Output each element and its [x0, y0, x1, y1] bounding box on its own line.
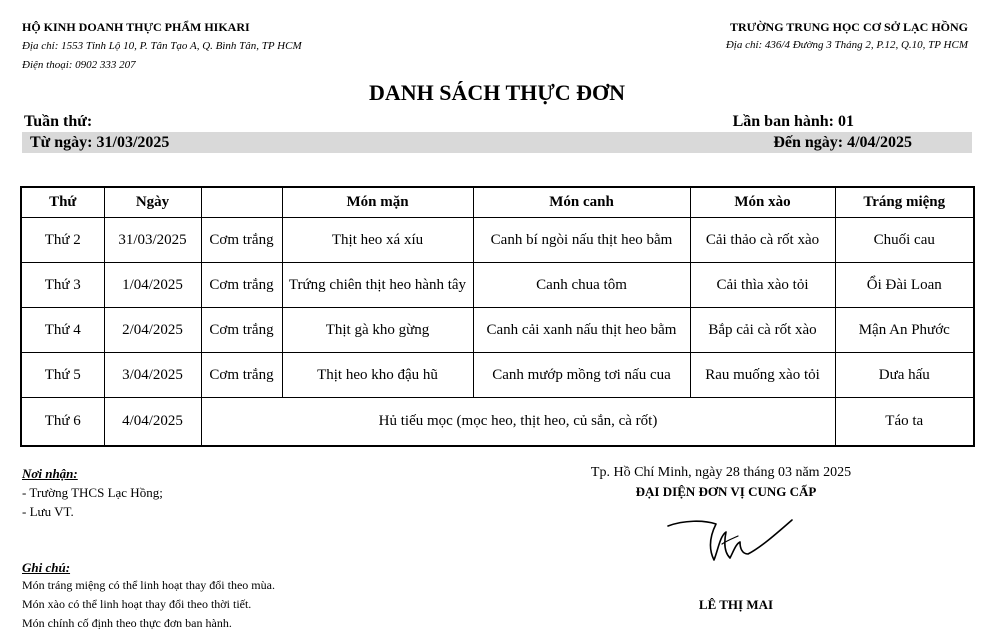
note-item: Món xào có thể linh hoạt thay đổi theo thời tiết.	[22, 597, 252, 611]
supplier-phone: Điện thoại: 0902 333 207	[22, 59, 136, 71]
cell-soup: Canh chua tôm	[473, 263, 690, 308]
place-date: Tp. Hồ Chí Minh, ngày 28 tháng 03 năm 2025	[590, 465, 852, 480]
notes-label: Ghi chú:	[22, 560, 71, 575]
cell-main-dish: Thịt heo xá xíu	[282, 218, 473, 263]
cell-day: Thứ 3	[21, 263, 104, 308]
document-title: DANH SÁCH THỰC ĐƠN	[368, 80, 626, 105]
header-stir-fry: Món xào	[690, 187, 835, 218]
from-date: Từ ngày: 31/03/2025	[30, 134, 170, 151]
table-row	[21, 218, 974, 263]
date-range-row	[22, 132, 972, 153]
note-item: Món chính cố định theo thực đơn ban hành.	[22, 616, 232, 630]
cell-date: 31/03/2025	[104, 218, 201, 263]
signer-name: LÊ THỊ MAI	[698, 597, 774, 612]
cell-soup: Canh mướp mồng tơi nấu cua	[473, 353, 690, 398]
table-header-row	[21, 187, 974, 218]
table-row	[21, 353, 974, 398]
signature-mark	[664, 514, 796, 575]
header-soup: Món canh	[473, 187, 690, 218]
recipient-item: - Trường THCS Lạc Hồng;	[22, 485, 163, 500]
cell-staple: Cơm trắng	[201, 308, 282, 353]
recipient-item: - Lưu VT.	[22, 504, 74, 519]
cell-date: 3/04/2025	[104, 353, 201, 398]
cell-main-dish: Thịt gà kho gừng	[282, 308, 473, 353]
table-row	[21, 263, 974, 308]
note-item: Món tráng miệng có thể linh hoạt thay đổi theo mùa.	[22, 578, 275, 592]
cell-stir-fry: Rau muống xào tỏi	[690, 353, 835, 398]
cell-date: 4/04/2025	[104, 398, 201, 447]
header-dessert: Tráng miệng	[835, 187, 974, 218]
cell-day: Thứ 6	[21, 398, 104, 447]
week-row	[22, 113, 972, 131]
cell-dessert: Chuối cau	[835, 218, 974, 263]
cell-soup: Canh cải xanh nấu thịt heo bằm	[473, 308, 690, 353]
cell-dessert: Ổi Đài Loan	[835, 263, 974, 308]
issue-number: Lần ban hành: 01	[732, 113, 854, 130]
cell-special-dish: Hủ tiếu mọc (mọc heo, thịt heo, củ sắn, cà rốt)	[201, 398, 835, 447]
recipients-label: Nơi nhận:	[22, 466, 78, 481]
supplier-name: HỘ KINH DOANH THỰC PHẨM HIKARI	[22, 20, 250, 34]
header-staple	[201, 187, 282, 218]
cell-date: 1/04/2025	[104, 263, 201, 308]
cell-stir-fry: Cải thìa xào tỏi	[690, 263, 835, 308]
cell-day: Thứ 4	[21, 308, 104, 353]
supplier-address: Địa chỉ: 1553 Tỉnh Lộ 10, P. Tân Tạo A, Q. Bình Tân, TP HCM	[22, 40, 302, 52]
cell-dessert: Mận An Phước	[835, 308, 974, 353]
week-label: Tuần thứ:	[24, 113, 93, 130]
cell-day: Thứ 5	[21, 353, 104, 398]
cell-main-dish: Thịt heo kho đậu hũ	[282, 353, 473, 398]
cell-dessert: Táo ta	[835, 398, 974, 447]
header-main-dish: Món mặn	[282, 187, 473, 218]
cell-dessert: Dưa hấu	[835, 353, 974, 398]
menu-table	[20, 186, 975, 447]
cell-stir-fry: Bắp cải cà rốt xào	[690, 308, 835, 353]
school-address: Địa chỉ: 436/4 Đường 3 Tháng 2, P.12, Q.10, TP HCM	[725, 39, 968, 51]
cell-staple: Cơm trắng	[201, 353, 282, 398]
cell-main-dish: Trứng chiên thịt heo hành tây	[282, 263, 473, 308]
signer-role: ĐẠI DIỆN ĐƠN VỊ CUNG CẤP	[635, 484, 817, 499]
cell-date: 2/04/2025	[104, 308, 201, 353]
header-day: Thứ	[21, 187, 104, 218]
to-date: Đến ngày: 4/04/2025	[773, 134, 912, 151]
cell-soup: Canh bí ngòi nấu thịt heo bằm	[473, 218, 690, 263]
header-date: Ngày	[104, 187, 201, 218]
table-row	[21, 308, 974, 353]
cell-stir-fry: Cải thảo cà rốt xào	[690, 218, 835, 263]
cell-staple: Cơm trắng	[201, 218, 282, 263]
table-row	[21, 398, 974, 447]
cell-day: Thứ 2	[21, 218, 104, 263]
school-name: TRƯỜNG TRUNG HỌC CƠ SỞ LẠC HỒNG	[729, 20, 968, 34]
cell-staple: Cơm trắng	[201, 263, 282, 308]
